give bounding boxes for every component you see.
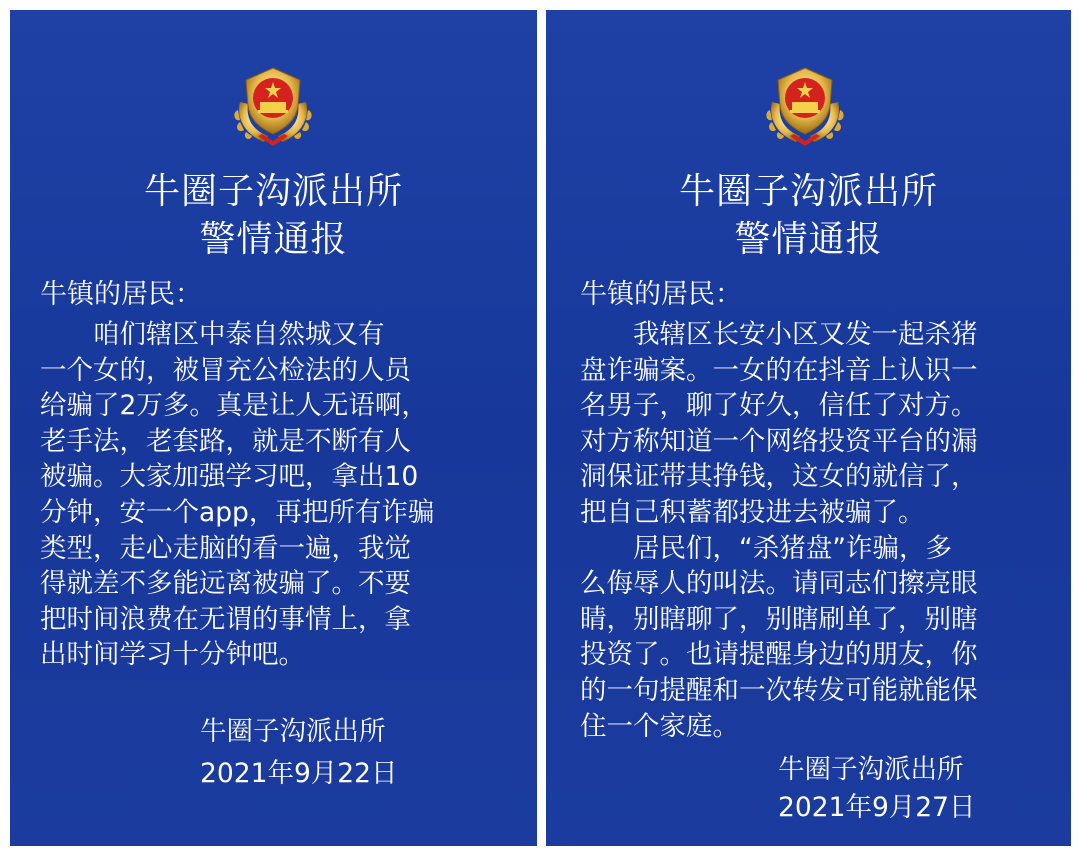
body-line: 分钟，安一个app，再把所有诈骗 bbox=[40, 496, 435, 528]
notice-panel-right bbox=[546, 10, 1071, 846]
body-line: 类型，走心走脑的看一遍，我觉 bbox=[40, 532, 411, 564]
notice-title-report: 警情通报 bbox=[734, 219, 883, 260]
body-line: 居民们，“杀猪盘”诈骗，多 bbox=[580, 532, 952, 564]
body-line: 给骗了2万多。真是让人无语啊， bbox=[40, 390, 428, 422]
body-line: 得就差不多能远离被骗了。不要 bbox=[40, 568, 411, 600]
body-line: 一个女的，被冒充公检法的人员 bbox=[40, 354, 411, 386]
notice-title-station: 牛圈子沟派出所 bbox=[678, 171, 938, 212]
body-line: 睛，别瞎聊了，别瞎刷单了，别瞎 bbox=[580, 603, 978, 635]
police-emblem-icon bbox=[760, 62, 850, 148]
police-emblem-icon bbox=[228, 62, 318, 148]
body-line: 住一个家庭。 bbox=[580, 710, 739, 742]
body-line: 对方称知道一个网络投资平台的漏 bbox=[580, 425, 978, 457]
body-line: 被骗。大家加强学习吧，拿出10 bbox=[40, 461, 419, 493]
body-line: 我辖区长安小区又发一起杀猪 bbox=[580, 319, 978, 350]
body-line: 盘诈骗案。一女的在抖音上认识一 bbox=[580, 354, 978, 386]
body-line: 么侮辱人的叫法。请同志们擦亮眼 bbox=[580, 568, 978, 600]
body-line: 的一句提醒和一次转发可能就能保 bbox=[580, 674, 978, 706]
notice-salutation: 牛镇的居民： bbox=[40, 279, 202, 310]
notice-signature: 牛圈子沟派出所 bbox=[200, 716, 386, 747]
body-line: 把自己积蓄都投进去被骗了。 bbox=[580, 496, 925, 528]
notice-title-report: 警情通报 bbox=[199, 219, 348, 260]
body-line: 洞保证带其挣钱，这女的就信了， bbox=[580, 461, 978, 493]
notice-panel-left bbox=[10, 10, 537, 846]
body-line: 投资了。也请提醒身边的朋友，你 bbox=[580, 639, 978, 671]
body-line: 把时间浪费在无谓的事情上，拿 bbox=[40, 603, 411, 635]
notice-body bbox=[40, 317, 520, 673]
notice-body bbox=[580, 317, 1060, 744]
body-line: 出时间学习十分钟吧。 bbox=[40, 639, 305, 671]
notice-salutation: 牛镇的居民： bbox=[580, 279, 742, 310]
notice-title-station: 牛圈子沟派出所 bbox=[143, 171, 403, 212]
notice-signature: 牛圈子沟派出所 bbox=[778, 754, 964, 785]
notice-date: 2021年9月22日 bbox=[200, 758, 398, 789]
body-line: 名男子，聊了好久，信任了对方。 bbox=[580, 390, 978, 422]
notice-date: 2021年9月27日 bbox=[778, 792, 976, 823]
body-line: 老手法，老套路，就是不断有人 bbox=[40, 425, 411, 457]
body-line: 咱们辖区中泰自然城又有 bbox=[40, 319, 385, 350]
